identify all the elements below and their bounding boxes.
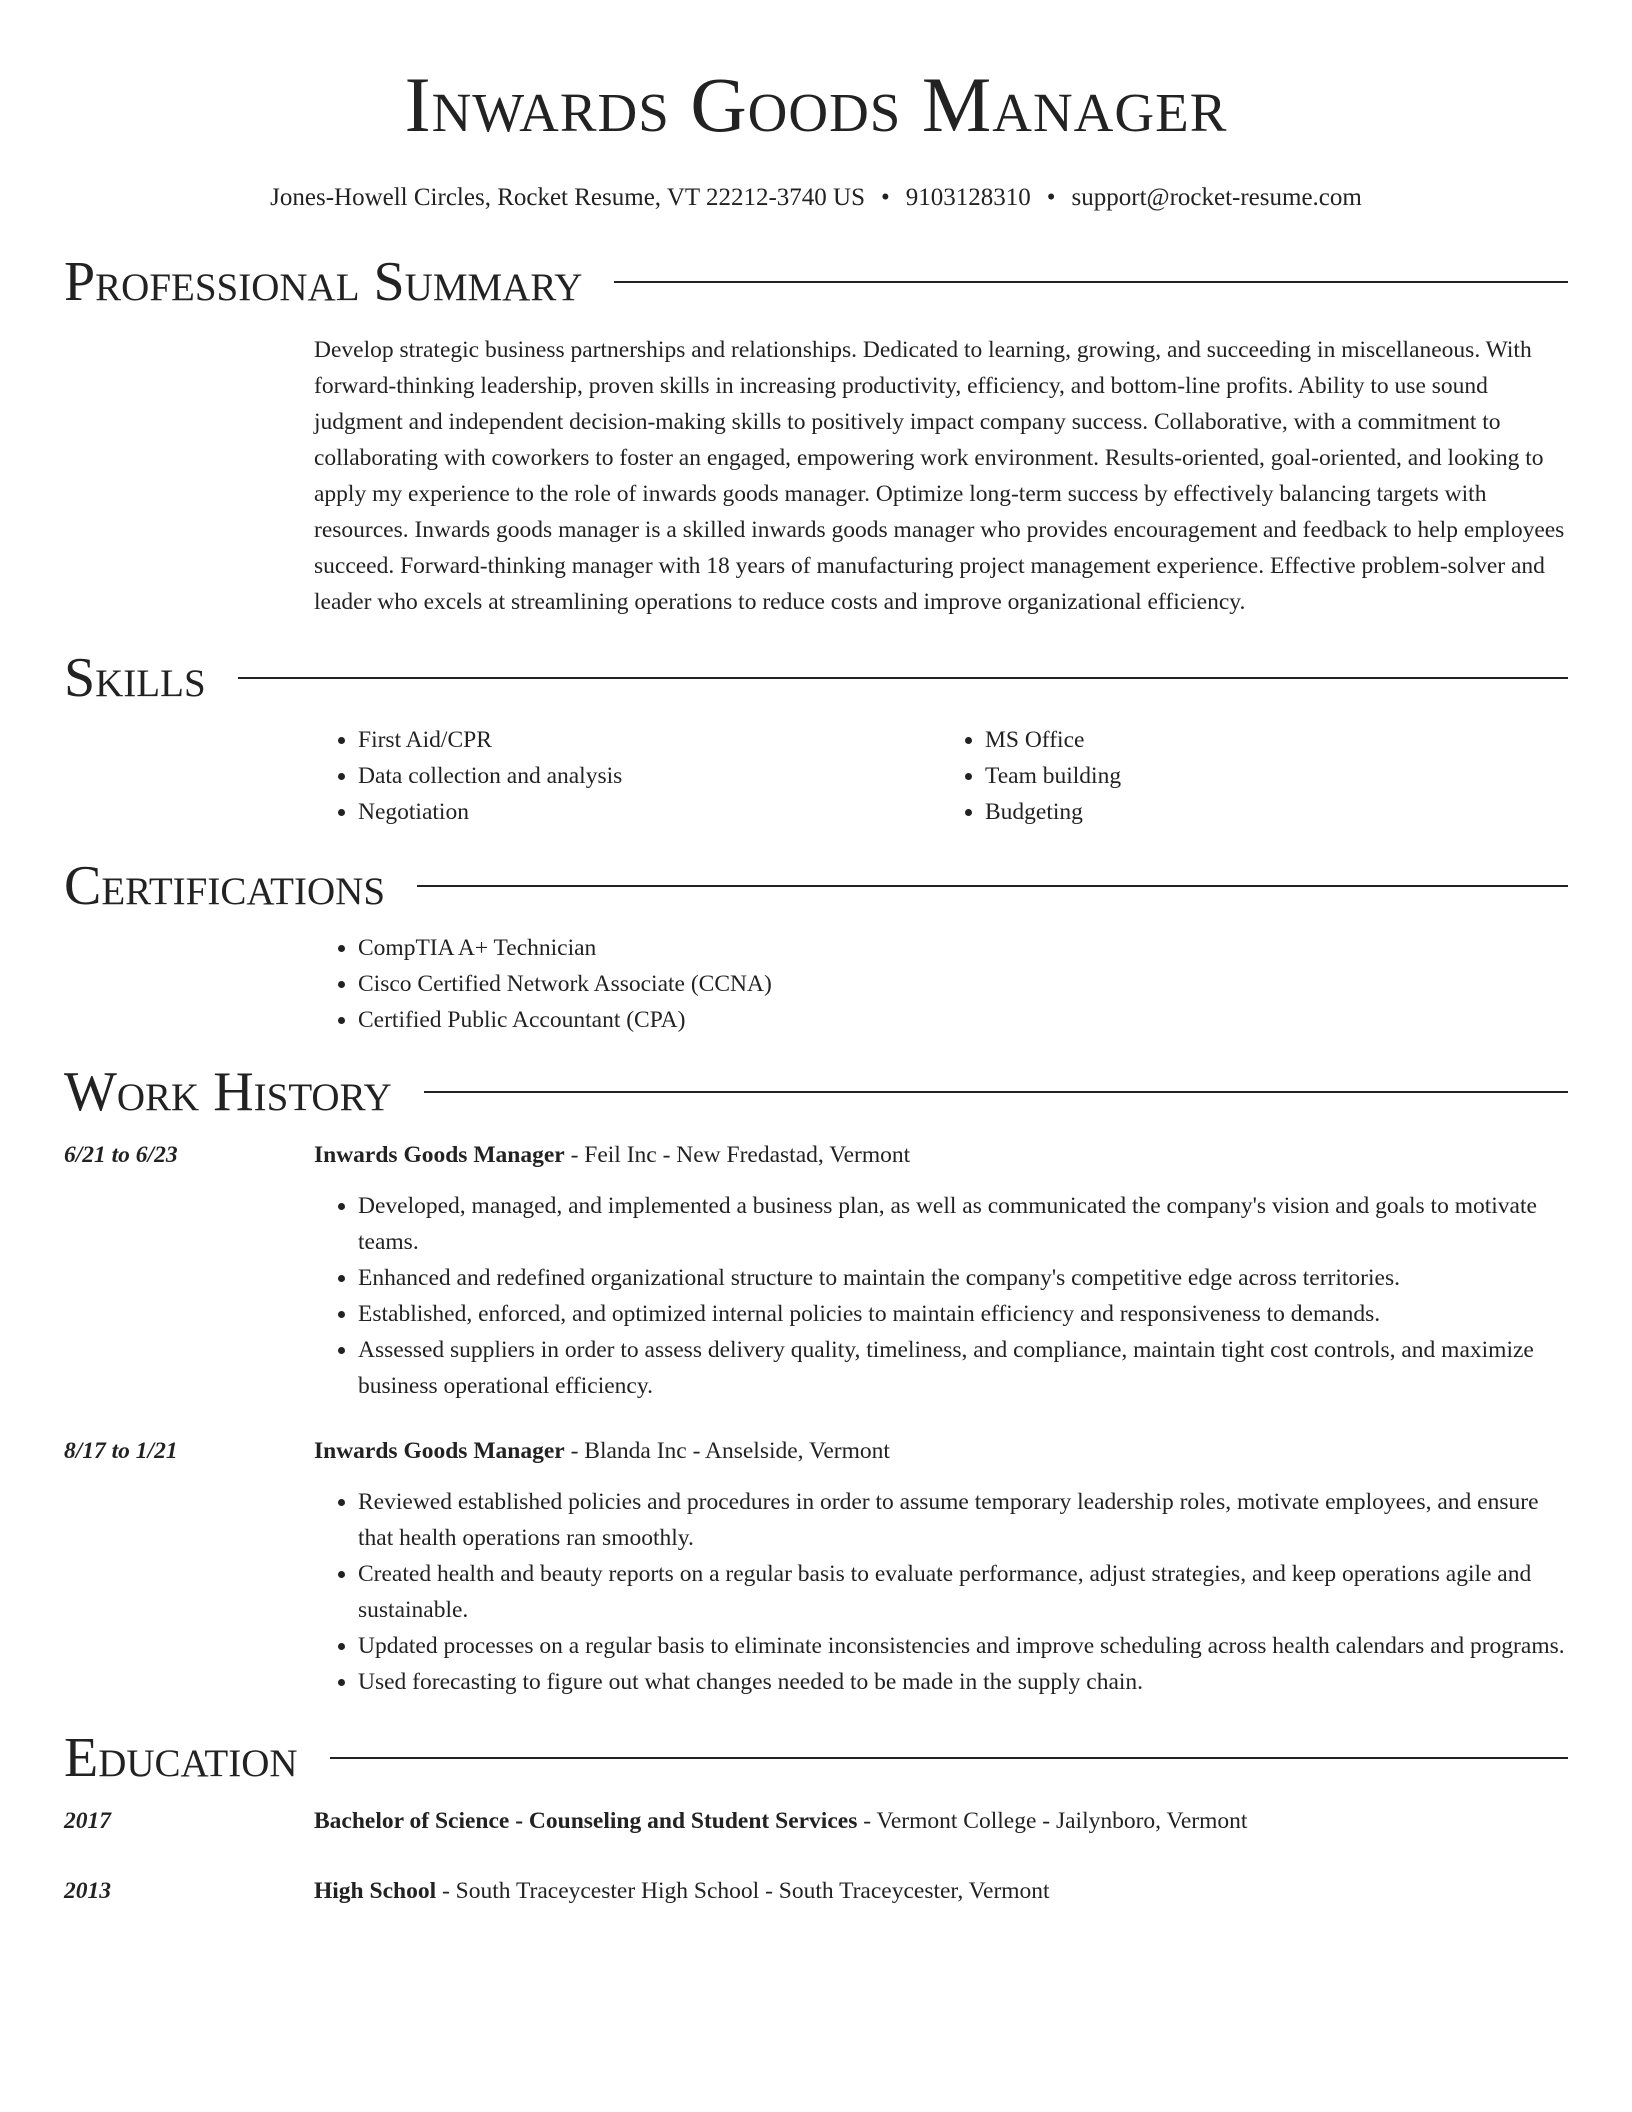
- section-divider: [330, 1757, 1568, 1759]
- education-entry: [64, 1874, 1568, 1908]
- phone: 9103128310: [905, 184, 1031, 211]
- education-year: 2017: [64, 1808, 111, 1834]
- resume-name: Inwards Goods Manager: [404, 61, 1228, 148]
- skill-item: • Team building: [985, 758, 1568, 794]
- job-title-line: [314, 1138, 910, 1172]
- education-entry: [64, 1804, 1568, 1838]
- skill-item: • Budgeting: [985, 794, 1568, 830]
- certifications-list: [314, 930, 1568, 1038]
- skill-item: • MS Office: [985, 722, 1568, 758]
- education-degree: Bachelor of Science - Counseling and Student Services: [314, 1808, 858, 1834]
- summary-heading: Professional Summary: [64, 251, 583, 313]
- skill-item: • First Aid/CPR: [358, 722, 941, 758]
- job-bullets: [314, 1484, 1568, 1700]
- work-section-header: [64, 1060, 1568, 1124]
- skill-item: • Negotiation: [358, 794, 941, 830]
- separator-dot: •: [1046, 184, 1056, 211]
- work-heading: Work History: [64, 1061, 392, 1123]
- education-year: 2013: [64, 1878, 111, 1904]
- job-dates: 8/17 to 1/21: [64, 1438, 178, 1464]
- education-details: - Vermont College - Jailynboro, Vermont: [857, 1808, 1248, 1834]
- certification-item: • Cisco Certified Network Associate (CCNA): [358, 966, 1568, 1002]
- education-line: [314, 1804, 1247, 1838]
- skills-column-right: [941, 722, 1568, 830]
- job-entry: [64, 1434, 1568, 1700]
- job-details: - Feil Inc - New Fredastad, Vermont: [564, 1142, 911, 1168]
- job-entry: [64, 1138, 1568, 1404]
- skills-column-left: [314, 722, 941, 830]
- job-bullet: • Updated processes on a regular basis to eliminate inconsistencies and improve scheduling across health calendars and programs.: [358, 1628, 1568, 1664]
- job-bullet: • Used forecasting to figure out what changes needed to be made in the supply chain.: [358, 1664, 1568, 1700]
- contact-line: [64, 182, 1568, 214]
- job-details: - Blanda Inc - Anselside, Vermont: [564, 1438, 890, 1464]
- job-bullets: [314, 1188, 1568, 1404]
- certification-item: • Certified Public Accountant (CPA): [358, 1002, 1568, 1038]
- education-heading: Education: [64, 1727, 298, 1789]
- summary-text: Develop strategic business partnerships and relationships. Dedicated to learning, growing, and succeeding in miscellaneous. With forward-thinking leadership, proven skills in increasing productivity, efficiency, and bottom-line profits. Ability to use sound judgment and independent decision-making skills to positively impact company success. Collaborative, with a commitment to collaborating with coworkers to foster an engaged, empowering work environment. Results-oriented, goal-oriented, and looking to apply my experience to the role of inwards goods manager. Optimize long-term success by effectively balancing targets with resources. Inwards goods manager is a skilled inwards goods manager who provides encouragement and feedback to help employees succeed. Forward-thinking manager with 18 years of manufacturing project management experience. Effective problem-solver and leader who excels at streamlining operations to reduce costs and improve organizational efficiency.: [314, 337, 1565, 615]
- certifications-heading: Certifications: [64, 855, 386, 917]
- address: Jones-Howell Circles, Rocket Resume, VT 22212-3740 US: [270, 184, 866, 211]
- job-title: Inwards Goods Manager: [314, 1142, 565, 1168]
- job-bullet: • Developed, managed, and implemented a business plan, as well as communicated the company's vision and goals to motivate teams.: [358, 1188, 1568, 1260]
- education-details: - South Traceycester High School - South Traceycester, Vermont: [436, 1878, 1050, 1904]
- section-divider: [424, 1091, 1568, 1093]
- job-bullet: • Reviewed established policies and procedures in order to assume temporary leadership roles, motivate employees, and ensure that health operations ran smoothly.: [358, 1484, 1568, 1556]
- job-bullet: • Assessed suppliers in order to assess delivery quality, timeliness, and compliance, maintain tight cost controls, and maximize business operational efficiency.: [358, 1332, 1568, 1404]
- education-line: [314, 1874, 1050, 1908]
- skills-list: [314, 722, 1568, 830]
- skills-heading: Skills: [64, 647, 206, 709]
- certifications-section-header: [64, 854, 1568, 918]
- job-bullet: • Enhanced and redefined organizational structure to maintain the company's competitive edge across territories.: [358, 1260, 1568, 1296]
- skill-item: • Data collection and analysis: [358, 758, 941, 794]
- email: support@rocket-resume.com: [1071, 184, 1362, 211]
- education-section-header: [64, 1726, 1568, 1790]
- job-dates: 6/21 to 6/23: [64, 1142, 178, 1168]
- section-divider: [238, 677, 1568, 679]
- section-divider: [417, 885, 1568, 887]
- certification-item: • CompTIA A+ Technician: [358, 930, 1568, 966]
- job-bullet: • Established, enforced, and optimized internal policies to maintain efficiency and responsiveness to demands.: [358, 1296, 1568, 1332]
- section-divider: [614, 281, 1568, 283]
- skills-section-header: [64, 646, 1568, 710]
- job-title: Inwards Goods Manager: [314, 1438, 565, 1464]
- job-bullet: • Created health and beauty reports on a regular basis to evaluate performance, adjust strategies, and keep operations agile and sustainable.: [358, 1556, 1568, 1628]
- summary-section-header: [64, 250, 1568, 314]
- job-title-line: [314, 1434, 890, 1468]
- separator-dot: •: [881, 184, 890, 211]
- education-degree: High School: [314, 1878, 437, 1904]
